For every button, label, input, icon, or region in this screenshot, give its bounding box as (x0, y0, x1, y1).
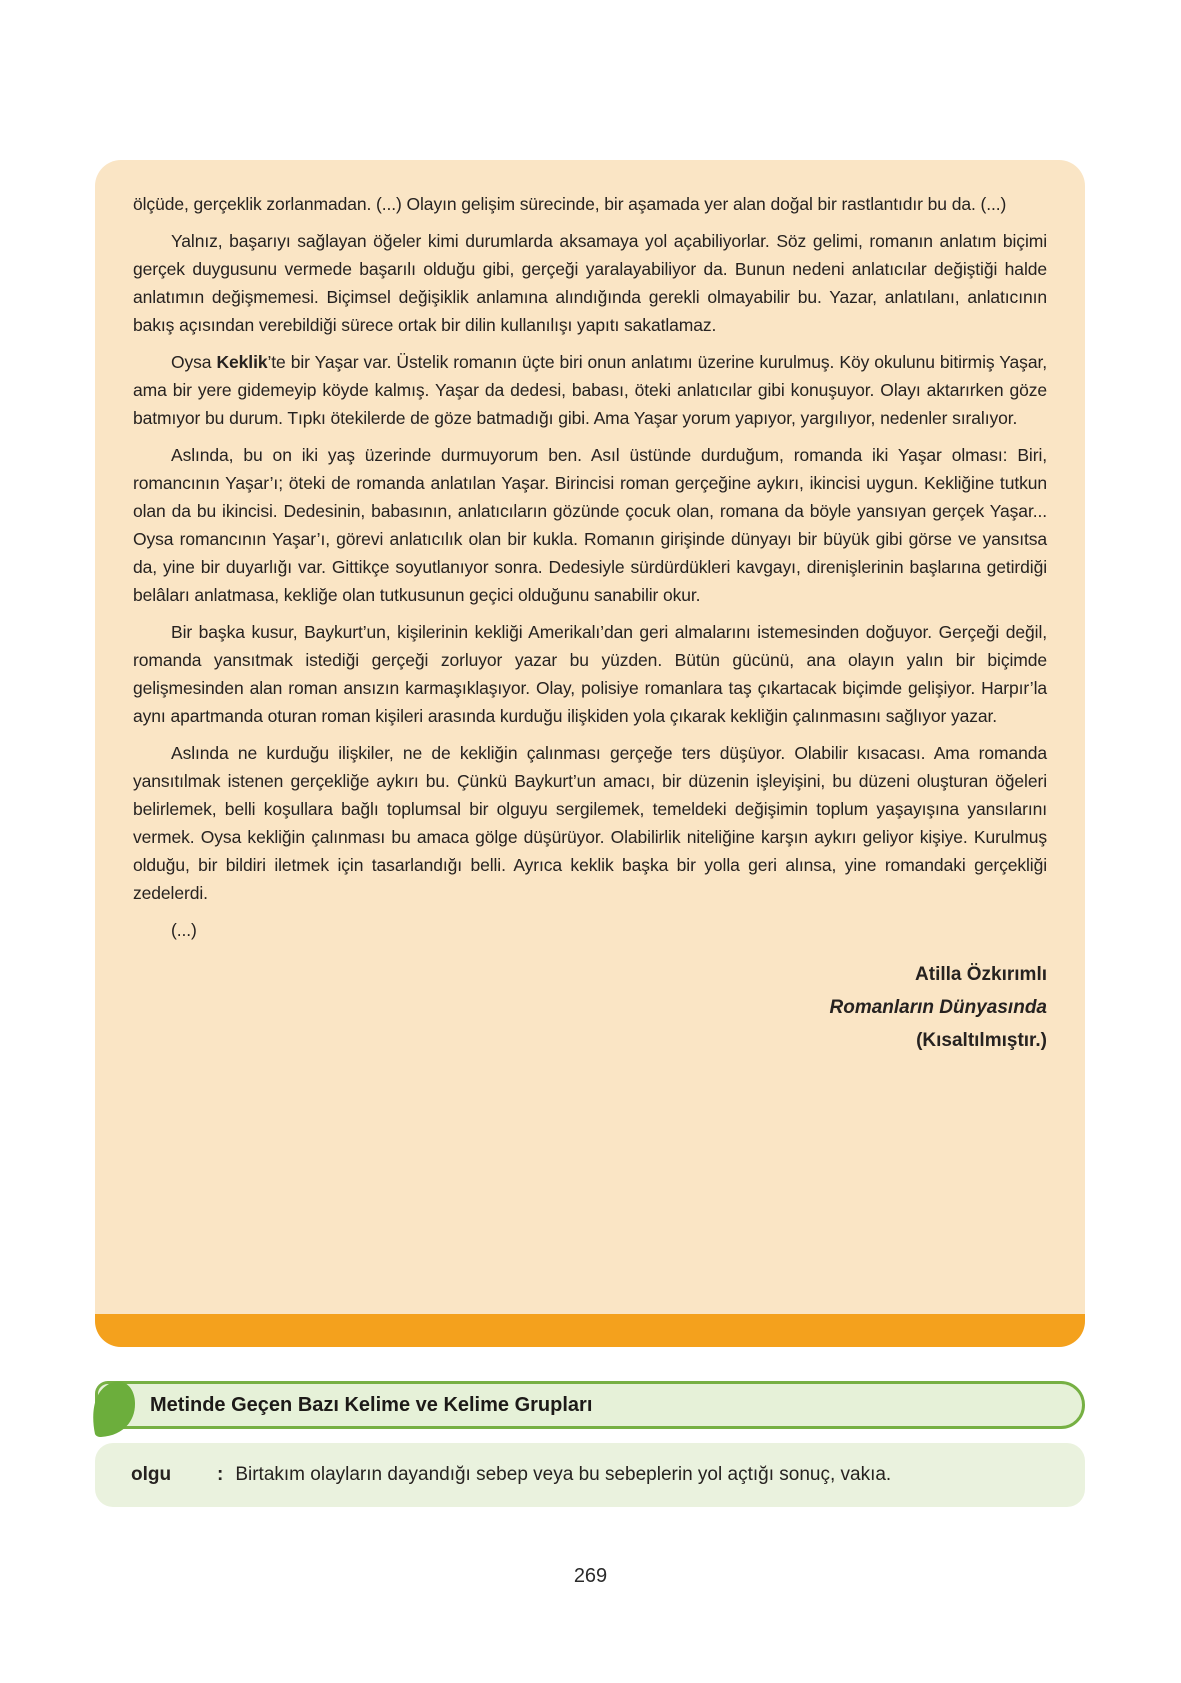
page-number: 269 (573, 1565, 608, 1587)
paragraph: Yalnız, başarıyı sağlayan öğeler kimi durumlarda aksamaya yol açabiliyorlar. Söz gelimi, romanın anlatım biçimi gerçek duygusunu vermede başarılı olduğu gibi, gerçeği yaralayabiliyor da. Bunun nedeni anlatıcılar değiştiği halde anlatımın değişmemesi. Biçimsel değişiklik anlamına alındığında gerekli olmayabilir bu. Yazar, anlatılanı, anlatıcının bakış açısından verebildiği sürece ortak bir dilin kullanılışı yapıtı sakatlamaz. (133, 231, 1047, 335)
attribution-note: (Kısaltılmıştır.) (916, 1030, 1047, 1051)
vocab-separator: : (217, 1464, 224, 1485)
paragraph: Bir başka kusur, Baykurt’un, kişilerinin kekliği Amerikalı’dan geri almalarını istemesinden doğuyor. Gerçeği değil, romanda yansıtmak istediği gerçeği zorluyor yazar bu yüzden. Bütün gücünü, ana olayın yalın bir biçimde gelişmesinden alan roman ansızın karmaşıklaşıyor. Olay, polisiye romanlara taş çıkartacak biçimde gelişiyor. Harpır’la aynı apartmanda oturan roman kişileri arasında kurduğu ilişkiden yola çıkarak kekliğin çalınmasını sağlıyor yazar. (133, 622, 1047, 726)
attribution-source: Romanların Dünyasında (829, 997, 1047, 1018)
paragraph: (...) (171, 920, 197, 940)
paragraph: Aslında ne kurduğu ilişkiler, ne de kekliğin çalınması gerçeğe ters düşüyor. Olabilir kısacası. Ama romanda yansıtılmak istenen gerçekliğe aykırı bu. Çünkü Baykurt’un amacı, bir düzenin işleyişini, bu düzeni oluşturan öğeleri belirlemek, belli koşullara bağlı toplumsal bir olguyu sergilemek, temeldeki değişimin toplum yaşayışına yansılarını vermek. Oysa kekliğin çalınması bu amaca gölge düşürüyor. Olabilirlik niteliğine karşın aykırı geliyor kişiye. Kurulmuş olduğu, bir bildiri iletmek için tasarlandığı belli. Ayrıca keklik başka bir yolla geri alınsa, yine romandaki gerçekliği zedelerdi. (133, 743, 1047, 903)
vocabulary-section-header (95, 1381, 1085, 1429)
paragraph: Oysa Keklik’te bir Yaşar var. Üstelik romanın üçte biri onun anlatımı üzerine kurulmuş. Köy okulunu bitirmiş Yaşar, ama bir yere gidemeyip köyde kalmış. Yaşar da dedesi, babası, öteki anlatıcılar gibi konuşuyor. Olayı aktarırken göze batmıyor bu durum. Tıpkı ötekilerde de göze batmadığı gibi. Ama Yaşar yorum yapıyor, yargılıyor, nedenler sıralıyor. (133, 352, 1047, 428)
vocabulary-list (131, 1461, 1049, 1489)
leaf-icon (90, 1379, 136, 1437)
vocabulary-entry (131, 1461, 1049, 1489)
vocabulary-section-title: Metinde Geçen Bazı Kelime ve Kelime Grupları (150, 1393, 593, 1416)
vocab-definition: Birtakım olayların dayandığı sebep veya bu sebeplerin yol açtığı sonuç, vakıa. (235, 1464, 892, 1485)
paragraph: ölçüde, gerçeklik zorlanmadan. (...) Olayın gelişim sürecinde, bir aşamada yer alan doğal bir rastlantıdır bu da. (...) (133, 194, 1007, 214)
orange-footer-bar (95, 1314, 1085, 1347)
paragraph: Aslında, bu on iki yaş üzerinde durmuyorum ben. Asıl üstünde durduğum, romanda iki Yaşar olması: Biri, romancının Yaşar’ı; öteki de romanda anlatılan Yaşar. Birincisi roman gerçeğine aykırı, ikincisi uygun. Kekliğine tutkun olan da bu ikincisi. Dedesinin, babasının, anlatıcıların gözünde çocuk olan, romana da böyle yansıyan gerçek Yaşar... Oysa romancının Yaşar’ı, görevi anlatıcılık olan bir kukla. Romanın girişinde dünyayı bir büyük gibi görse ve yansıtsa da, yine bir duyarlığı var. Gittikçe soyutlanıyor sonra. Dedesiyle sürdürdükleri kavgayı, direnişlerinin başlarına getirdiği belâları anlatmasa, kekliğe olan tutkusunun geçici olduğunu sanabilir okur. (133, 445, 1047, 605)
vocabulary-card (95, 1443, 1085, 1507)
passage-paragraphs (133, 190, 1047, 944)
attribution-author: Atilla Özkırımlı (915, 964, 1047, 985)
passage-text (95, 160, 1085, 1314)
attribution-block (133, 958, 1047, 1057)
reading-passage-panel (95, 160, 1085, 1347)
vocab-term: olgu (131, 1464, 172, 1485)
